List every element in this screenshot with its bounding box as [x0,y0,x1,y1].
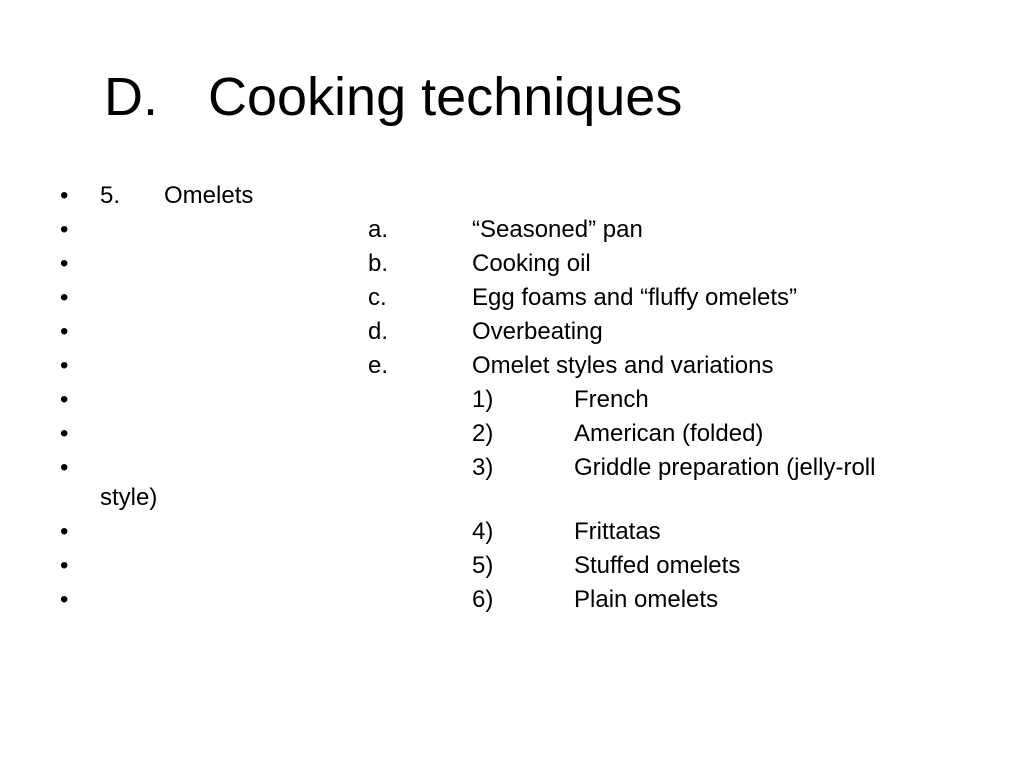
list-item [0,383,1024,417]
item-marker: 5) [472,552,494,579]
item-marker: b. [368,250,389,277]
bullet-icon: • [60,352,69,379]
bullet-icon: • [60,216,69,243]
list-item [0,247,1024,281]
list-item [0,315,1024,349]
bullet-icon: • [60,586,69,613]
list-item [0,281,1024,315]
bullet-icon: • [60,182,69,209]
item-marker: d. [368,318,389,345]
list-item [0,179,1024,213]
item-marker: e. [368,352,389,379]
title-text: Cooking techniques [208,67,683,127]
list-item [0,451,1024,515]
bullet-icon: • [60,518,69,545]
list-item [0,583,1024,617]
bullet-icon: • [60,420,69,447]
list-item [0,213,1024,247]
list-item [0,349,1024,383]
item-marker: 1) [472,386,494,413]
item-marker: 5. [100,182,121,209]
item-marker: 4) [472,518,494,545]
bullet-icon: • [60,386,69,413]
slide-title [104,62,682,132]
bullet-icon: • [60,318,69,345]
item-text: French [574,386,649,413]
item-text: Plain omelets [574,586,719,613]
item-marker: a. [368,216,389,243]
item-text: American (folded) [574,420,764,447]
list-item [0,417,1024,451]
item-marker: 2) [472,420,494,447]
item-text: “Seasoned” pan [472,216,643,243]
item-text: Egg foams and “fluffy omelets” [472,284,798,311]
item-marker: 3) [472,454,494,481]
bullet-icon: • [60,552,69,579]
item-marker: 6) [472,586,494,613]
bullet-icon: • [60,454,69,481]
item-text: Stuffed omelets [574,552,741,579]
item-text: Griddle preparation (jelly-roll [574,454,876,481]
item-text: Frittatas [574,518,661,545]
bullet-icon: • [60,284,69,311]
item-text: Cooking oil [472,250,591,277]
bullet-icon: • [60,250,69,277]
list-item [0,515,1024,549]
item-text: Omelet styles and variations [472,352,774,379]
bullet-list [0,179,1024,617]
item-text: Omelets [164,182,254,209]
item-text: Overbeating [472,318,603,345]
item-text-continuation: style) [100,484,158,511]
list-item [0,549,1024,583]
title-number: D. [104,67,158,127]
item-marker: c. [368,284,387,311]
